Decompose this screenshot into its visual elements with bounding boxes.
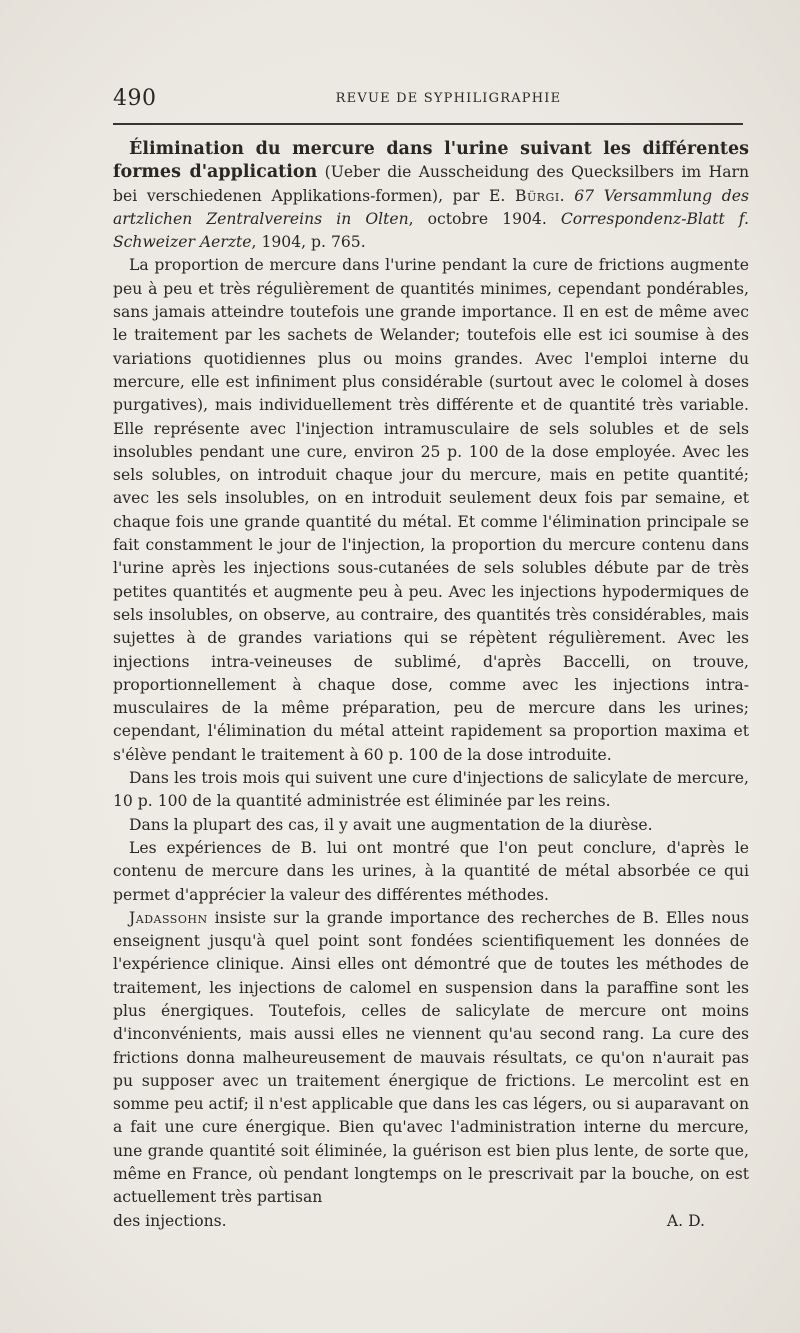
paragraph: Dans les trois mois qui suivent une cure d'injections de salicylate de mercure, 10 p. 100 de la quantité administrée est éliminée par les reins. [113,769,749,811]
final-paragraph-author: Jadassohn [129,908,208,927]
final-line [113,1210,749,1233]
paragraph: La proportion de mercure dans l'urine pendant la cure de frictions augmente peu à peu et très régulièrement de quantités minimes, cependant pondérables, sans jamais atteindre toutefois une grande importance. Il en est de même avec le traitement par les sachets de Welander; toutefois elle est ici soumise à des variations quotidiennes plus ou moins grandes. Avec l'emploi interne du mercure, elle est infiniment plus considérable (surtout avec le colomel à doses purgatives), mais individuellement très différente et de quantité très variable. Elle représente avec l'injection intramusculaire de sels solubles et de sels insolubles pendant une cure, environ 25 p. 100 de la dose employée. Avec les sels solubles, on introduit chaque jour du mercure, mais en petite quantité; avec les sels insolubles, on en introduit seulement deux fois par semaine, et chaque fois une grande quantité du métal. Et comme l'élimination principale se fait constamment le jour de l'injection, la proportion du mercure contenu dans l'urine après les injections sous-cutanées de sels solubles débute par de très petites quantités et augmente peu à peu. Avec les injections hypodermiques de sels insolubles, on observe, au contraire, des quantités très considérables, mais sujettes à de grandes variations qui se répètent régulièrement. Avec les injections intra-veineuses de sublimé, d'après Baccelli, on trouve, proportionnellement à chaque dose, comme avec les injections intra-musculaires de la même préparation, peu de mercure dans les urines; cependant, l'élimination du métal atteint rapidement sa proportion maxima et s'élève pendant le traitement à 60 p. 100 de la dose introduite. [113,256,749,764]
citation-journal-b: Correspondenz-Blatt f. Schweizer Aerzte [113,209,749,252]
page-number: 490 [113,86,157,111]
signature: A. D. [666,1211,705,1230]
final-paragraph-text: insiste sur la grande importance des recherches de B. Elles nous enseignent jusqu'à quel point sont fondées scientifiquement les données de l'expérience clinique. Ainsi elles ont démontré que de toutes les méthodes de traitement, les injections de calomel en suspension dans la paraffine sont les plus énergiques. Toutefois, celles de salicylate de mercure ont moins d'inconvénients, mais aussi elles ne viennent qu'au second rang. La cure des frictions donna malheureusement de mauvais résultats, ce qu'on n'aurait pas pu supposer avec un traitement énergique de frictions. Le mercolint est en somme peu actif; il n'est applicable que dans les cas légers, ou si auparavant on a fait une cure énergique. Bien qu'avec l'administration interne du mercure, une grande quantité soit éliminée, la guérison est bien plus lente, de sorte que, même en France, où pendant longtemps on le prescrivait par la bouche, on est actuellement très partisan [113,908,749,1207]
citation-text-c: , octobre 1904. [408,209,561,228]
article-citation [113,138,749,254]
citation-journal-a: 67 Versammlung des artzlichen Zentralvereins in Olten [113,186,749,228]
citation-text-a: (Ueber die Ausscheidung des Quecksilbers im Harn bei verschiedenen Applikations-formen), par E. [113,163,749,205]
article-body [113,138,749,1233]
final-paragraph [113,907,749,1210]
header-rule [113,123,743,125]
article-title: Élimination du mercure dans l'urine suivant les différentes formes d'application [113,139,749,183]
citation-text-b: . [559,186,575,205]
paragraph: Les expériences de B. lui ont montré que l'on peut conclure, d'après le contenu de mercure dans les urines, à la quantité de métal absorbée ce qui permet d'apprécier la valeur des différentes méthodes. [113,838,749,904]
citation-text-d: , 1904, p. 765. [251,233,366,252]
page-header [113,86,750,112]
citation-author: Bürgi [515,186,560,205]
final-line-text: des injections. [113,1211,227,1230]
paragraph: Dans la plupart des cas, il y avait une augmentation de la diurèse. [129,815,653,834]
running-title: REVUE DE SYPHILIGRAPHIE [335,91,562,106]
